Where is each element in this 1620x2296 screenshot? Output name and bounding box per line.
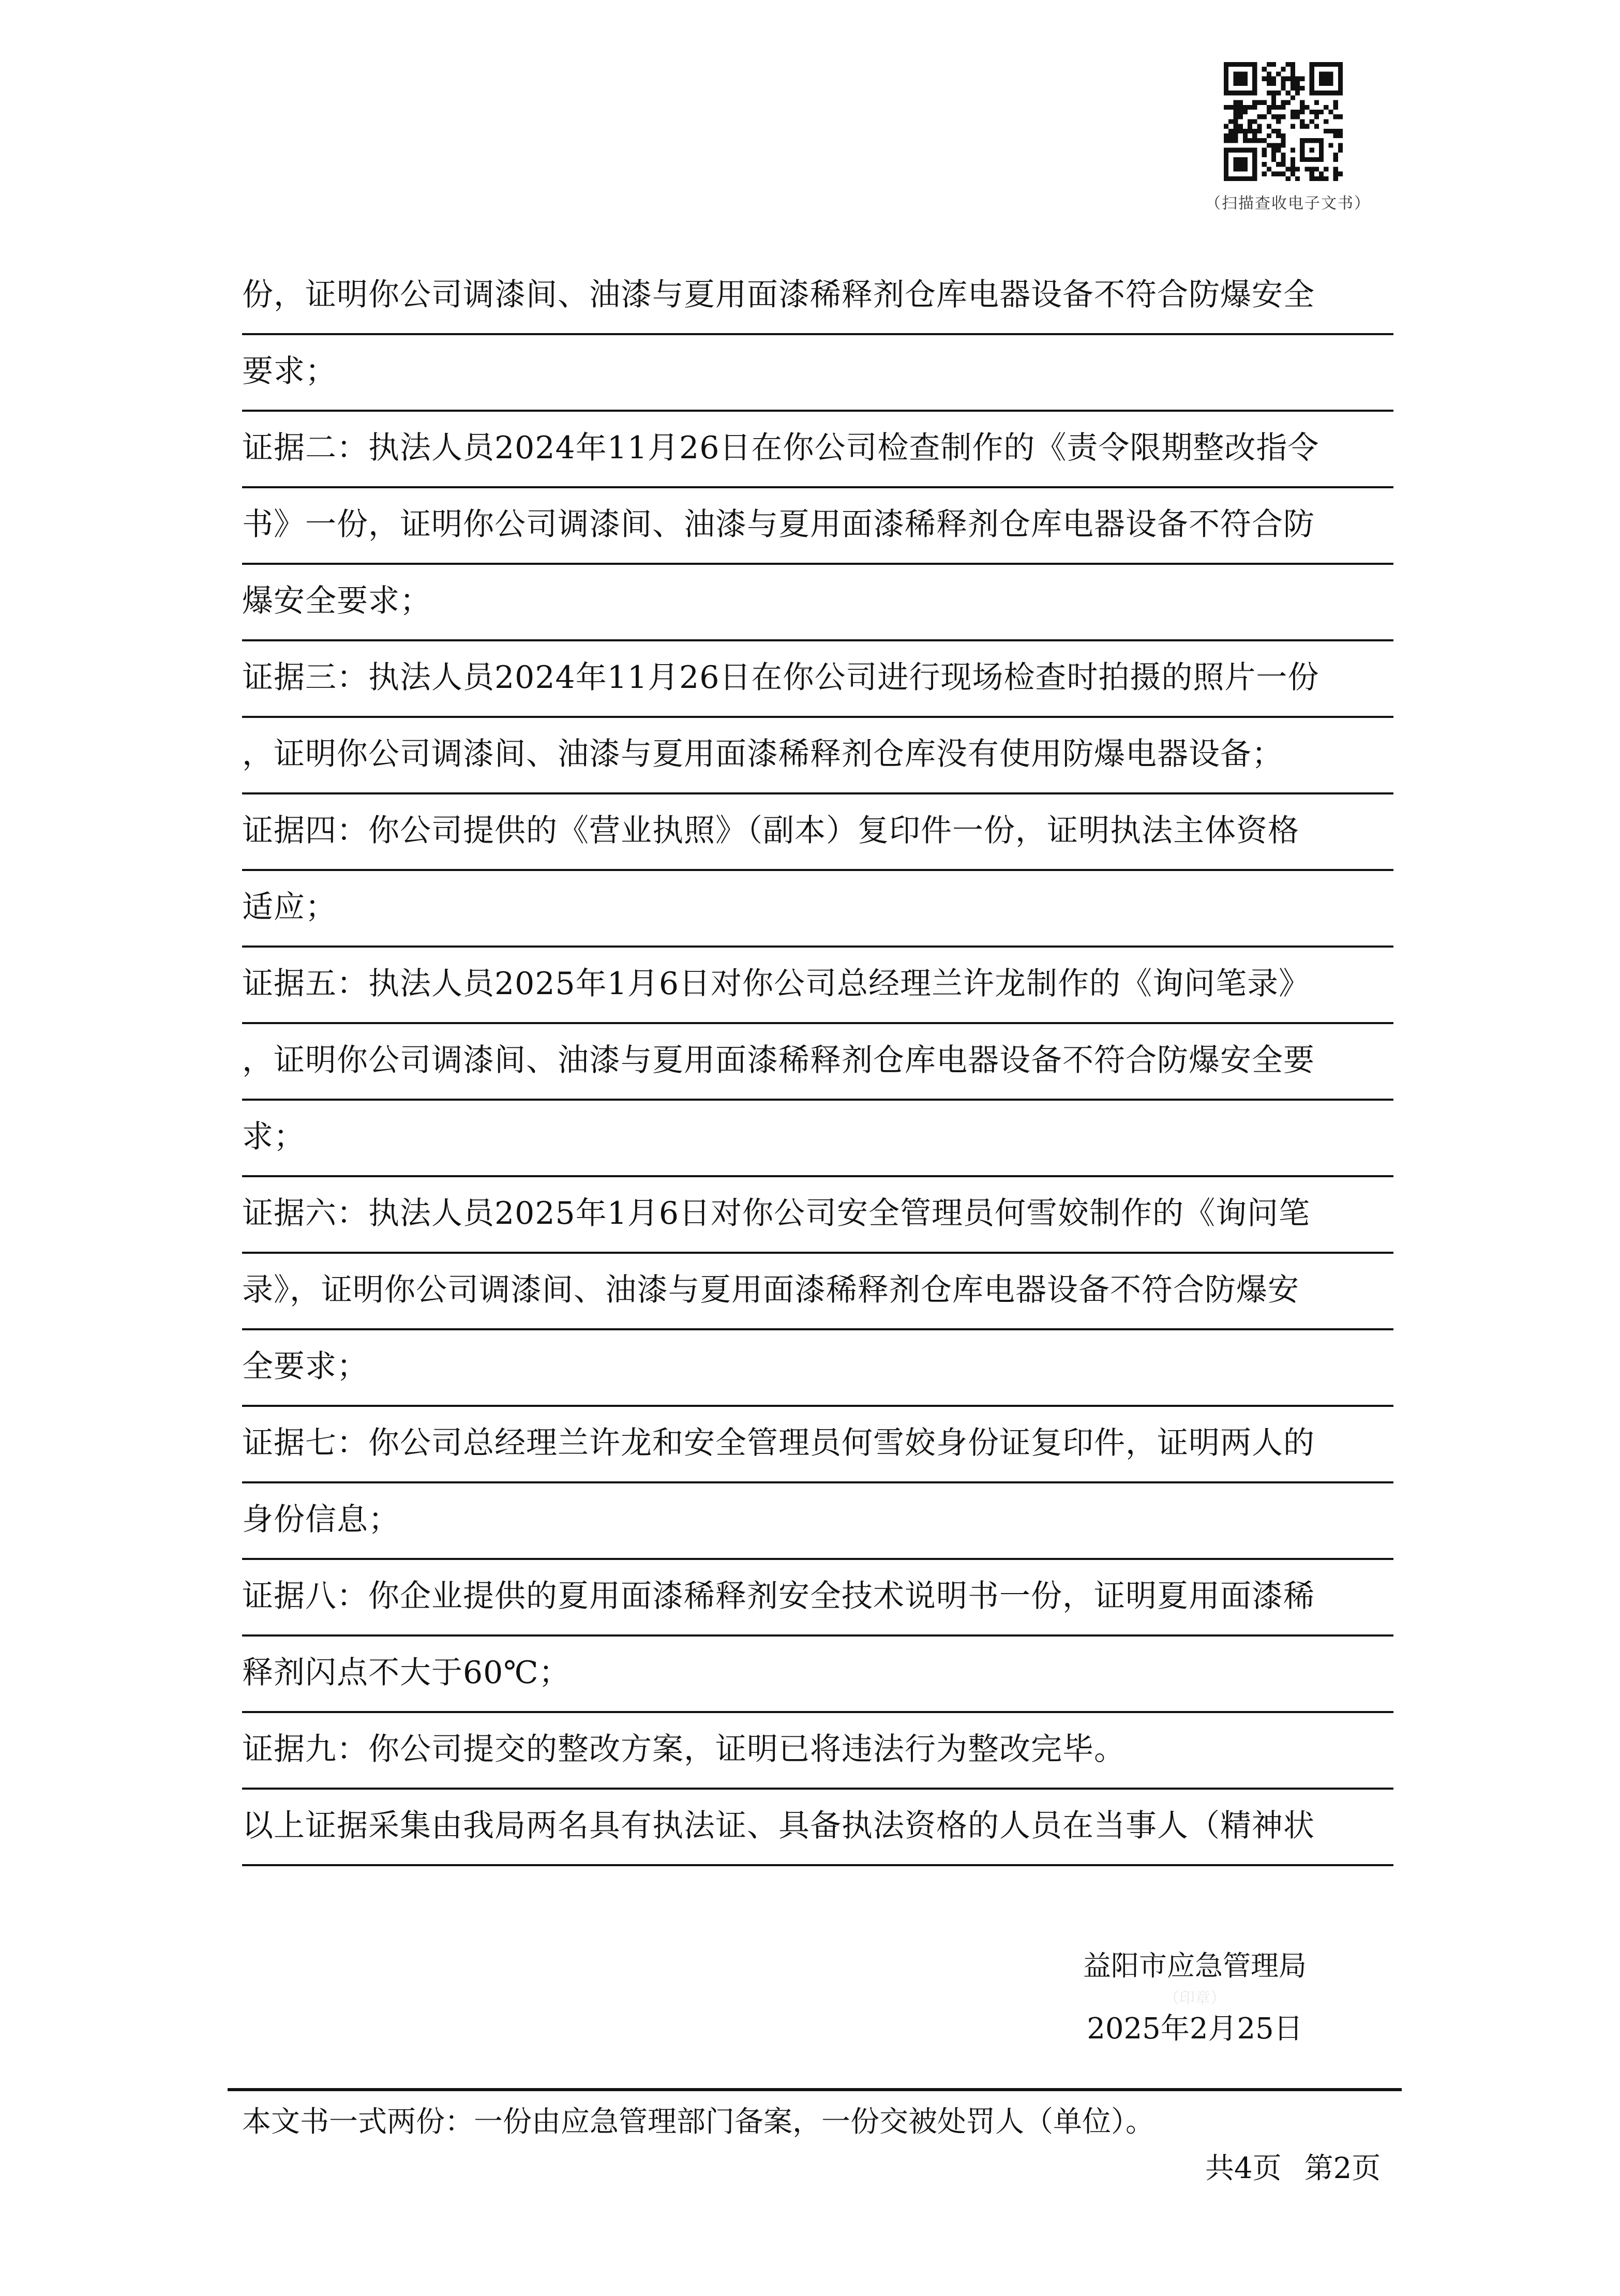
body-line: 要求；: [242, 335, 1393, 412]
body-line: 身份信息；: [242, 1483, 1393, 1560]
body-line: 证据三：执法人员2024年11月26日在你公司进行现场检查时拍摄的照片一份: [242, 641, 1393, 718]
footer-note: 本文书一式两份：一份由应急管理部门备案，一份交被处罚人（单位）。: [242, 2105, 1154, 2139]
body-line: 释剂闪点不大于60℃；: [242, 1637, 1393, 1713]
body-line: 证据二：执法人员2024年11月26日在你公司检查制作的《责令限期整改指令: [242, 412, 1393, 488]
body-line: 求；: [242, 1101, 1393, 1177]
body-line: 份，证明你公司调漆间、油漆与夏用面漆稀释剂仓库电器设备不符合防爆安全: [242, 259, 1393, 335]
body-line: 录》，证明你公司调漆间、油漆与夏用面漆稀释剂仓库电器设备不符合防爆安: [242, 1254, 1393, 1330]
issue-date: 2025年2月25日: [1087, 2012, 1303, 2046]
page-indicator: [1205, 2145, 1381, 2187]
body-line: 证据四：你公司提供的《营业执照》（副本）复印件一份，证明执法主体资格: [242, 794, 1393, 871]
body-line: 证据九：你公司提交的整改方案，证明已将违法行为整改完毕。: [242, 1713, 1393, 1790]
body-line: ，证明你公司调漆间、油漆与夏用面漆稀释剂仓库电器设备不符合防爆安全要: [242, 1024, 1393, 1101]
current-page: 第2页: [1304, 2152, 1381, 2185]
body-line: 证据五：执法人员2025年1月6日对你公司总经理兰许龙制作的《询问笔录》: [242, 948, 1393, 1024]
qr-caption: （扫描查收电子文书）: [1205, 194, 1371, 213]
body-line: 证据八：你企业提供的夏用面漆稀释剂安全技术说明书一份，证明夏用面漆稀: [242, 1560, 1393, 1637]
issuing-organization: 益阳市应急管理局: [1083, 1949, 1307, 1982]
body-line: 适应；: [242, 871, 1393, 948]
body-line: ，证明你公司调漆间、油漆与夏用面漆稀释剂仓库没有使用防爆电器设备；: [242, 718, 1393, 794]
body-line: 证据七：你公司总经理兰许龙和安全管理员何雪姣身份证复印件，证明两人的: [242, 1407, 1393, 1483]
body-line: 以上证据采集由我局两名具有执法证、具备执法资格的人员在当事人（精神状: [242, 1790, 1393, 1866]
body-line: 证据六：执法人员2025年1月6日对你公司安全管理员何雪姣制作的《询问笔: [242, 1177, 1393, 1254]
total-pages: 共4页: [1205, 2152, 1282, 2185]
qr-code-block: [1205, 62, 1376, 213]
body-line: 书》一份，证明你公司调漆间、油漆与夏用面漆稀释剂仓库电器设备不符合防: [242, 488, 1393, 565]
qr-code-icon[interactable]: [1224, 62, 1343, 181]
evidence-list: [242, 259, 1393, 1866]
body-line: 全要求；: [242, 1330, 1393, 1407]
seal-placeholder: （印章）: [1164, 1989, 1226, 2007]
body-line: 爆安全要求；: [242, 565, 1393, 641]
footer-divider: [228, 2088, 1402, 2091]
